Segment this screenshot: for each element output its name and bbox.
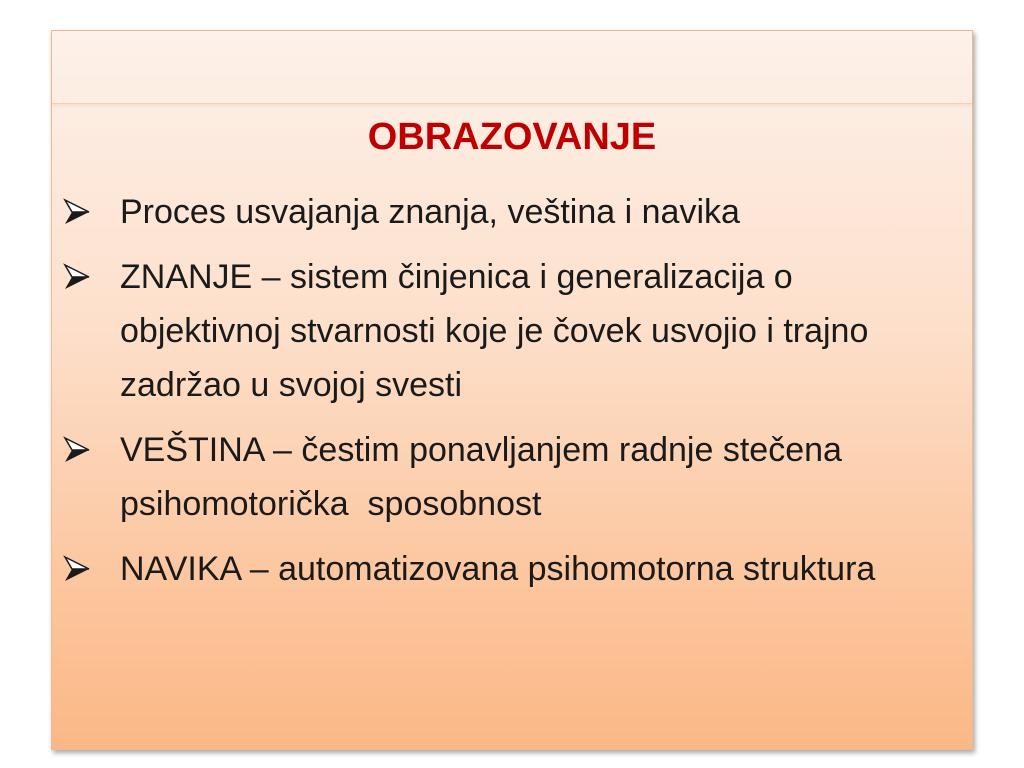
arrowhead-bullet-icon [62, 262, 92, 292]
arrowhead-bullet-icon [62, 554, 92, 584]
bullet-text: Proces usvajanja znanja, veština i navika [120, 193, 740, 231]
bullet-text: VEŠTINA – čestim ponavljanjem radnje stečena psihomotorička sposobnost [120, 431, 861, 523]
arrowhead-bullet-icon [62, 435, 92, 465]
slide-title: OBRAZOVANJE [367, 116, 657, 158]
bullet-text: ZNANJE – sistem činjenica i generalizacija o objektivnoj stvarnosti koje je čovek usvojio i trajno zadržao u svojoj svesti [120, 258, 878, 404]
bullet-text: NAVIKA – automatizovana psihomotorna struktura [120, 550, 876, 588]
bullet-item-process [62, 185, 942, 239]
bullet-list [62, 185, 942, 607]
arrowhead-bullet-icon [62, 197, 92, 227]
panel-top-band [52, 31, 972, 104]
bullet-item-vestina [62, 423, 942, 531]
bullet-item-znanje [62, 250, 942, 412]
bullet-item-navika [62, 542, 942, 596]
